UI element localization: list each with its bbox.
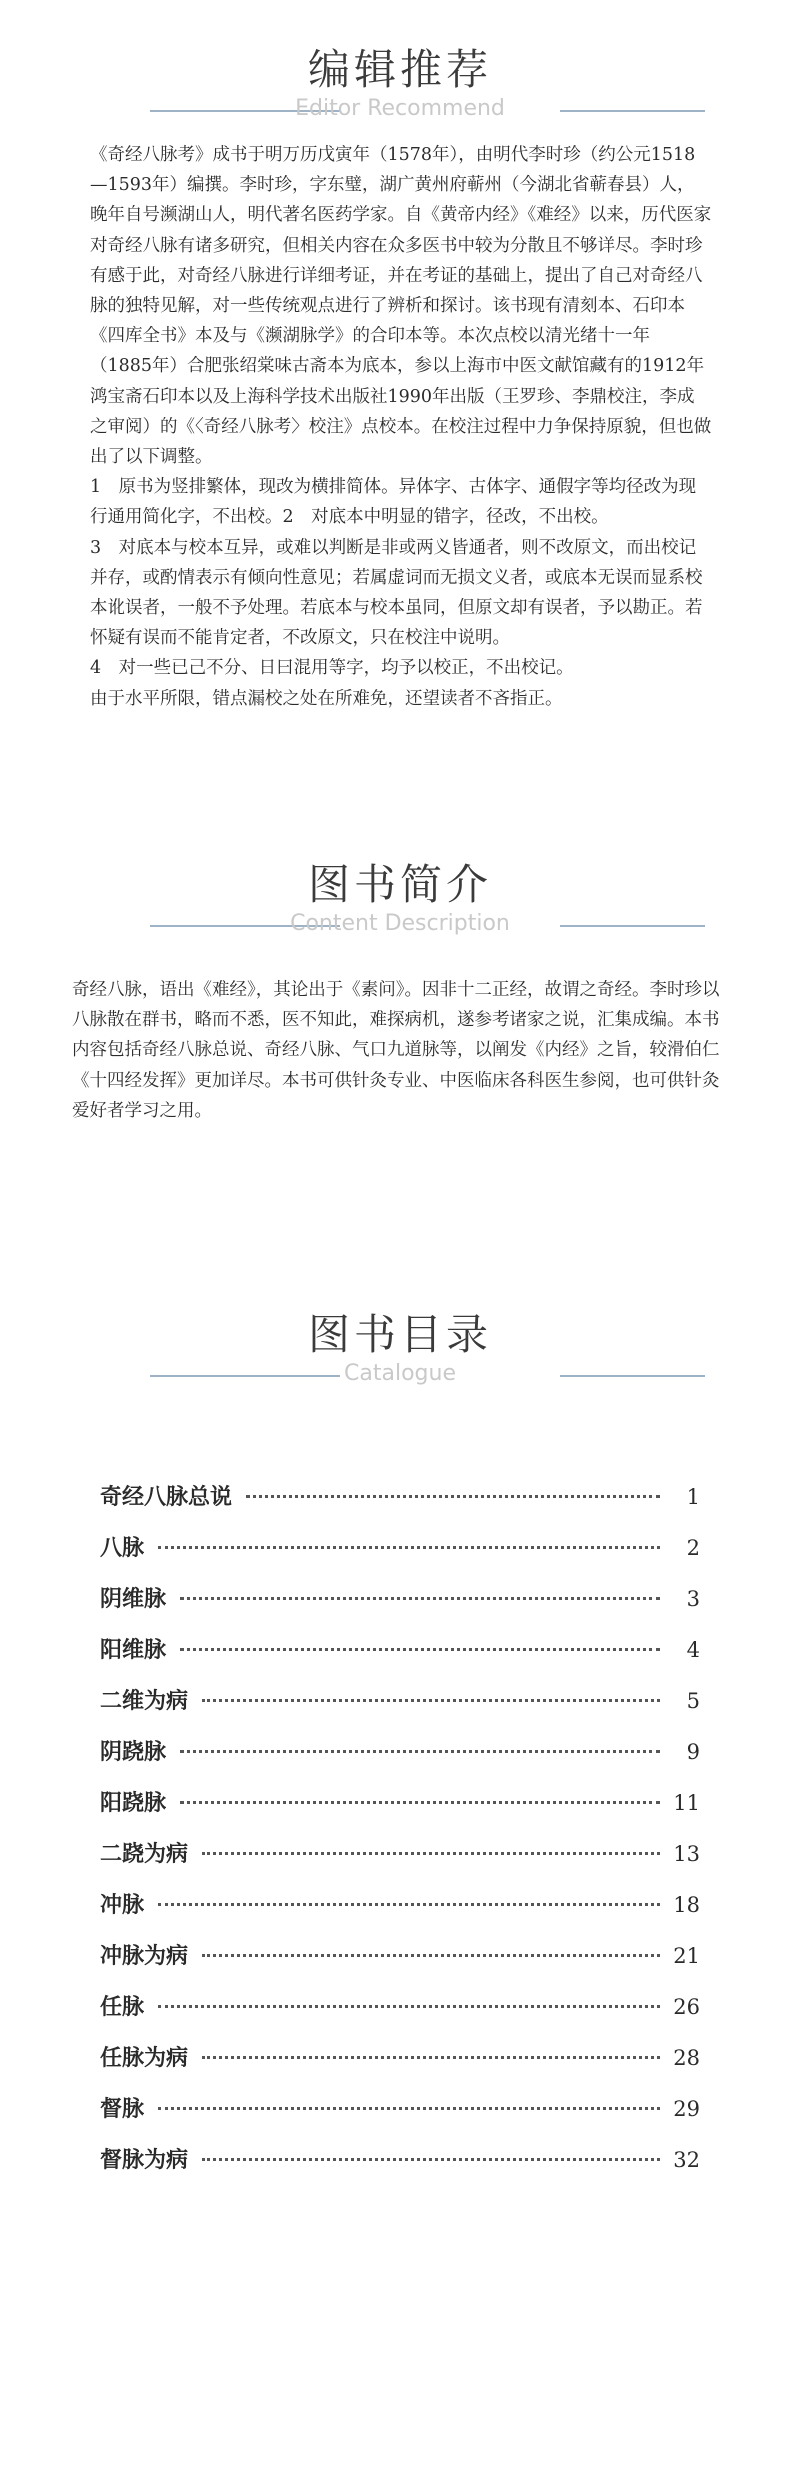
toc-item-page: 5 xyxy=(686,1689,700,1713)
toc-item[interactable] xyxy=(100,1684,700,1735)
content-description-title: 图书简介 xyxy=(307,860,492,909)
toc-item-page: 18 xyxy=(673,1893,700,1917)
toc-leader-dots xyxy=(180,1750,660,1753)
toc-item[interactable] xyxy=(100,1837,700,1888)
content-paragraph: 奇经八脉，语出《难经》，其论出于《素问》。因非十二正经，故谓之奇经。李时珍以八脉散在群书，略而不悉，医不知此，难探病机，遂参考诸家之说，汇集成编。本书内容包括奇经八脉总说、奇经八脉、气口九道脉等，以阐发《内经》之旨，较滑伯仁《十四经发挥》更加详尽。本书可供针灸专业、中医临床各科医生参阅，也可供针灸爱好者学习之用。 xyxy=(72,980,720,1121)
toc-item[interactable] xyxy=(100,2092,700,2143)
toc-item-page: 26 xyxy=(673,1995,700,2019)
toc-item[interactable] xyxy=(100,1633,700,1684)
toc-item-page: 13 xyxy=(673,1842,700,1866)
toc-item[interactable] xyxy=(100,2143,700,2194)
editor-paragraph-closing: 由于水平所限，错点漏校之处在所难免，还望读者不吝指正。 xyxy=(90,688,563,709)
toc-item-page: 1 xyxy=(686,1485,700,1509)
toc-item-label: 督脉为病 xyxy=(100,2147,189,2173)
table-of-contents xyxy=(100,1480,700,2194)
toc-item[interactable] xyxy=(100,1582,700,1633)
content-description-subtitle: Content Description xyxy=(290,911,510,936)
content-description-header xyxy=(0,855,800,965)
toc-item[interactable] xyxy=(100,1990,700,2041)
content-description-text xyxy=(72,975,732,1126)
toc-item-label: 任脉 xyxy=(100,1994,145,2020)
toc-item-page: 2 xyxy=(686,1536,700,1560)
toc-item[interactable] xyxy=(100,2041,700,2092)
editor-paragraph-intro: 《奇经八脉考》成书于明万历戊寅年（1578年），由明代李时珍（约公元1518—1593年）编撰。李时珍，字东璧，湖广黄州府蕲州（今湖北省蕲春县）人，晚年自号濒湖山人，明代著名医药学家。自《黄帝内经》《难经》以来，历代医家对奇经八脉有诸多研究，但相关内容在众多医书中较为分散且不够详尽。李时珍有感于此，对奇经八脉进行详细考证，并在考证的基础上，提出了自己对奇经八脉的独特见解，对一些传统观点进行了辨析和探讨。该书现有清刻本、石印本《四库全书》本及与《濒湖脉学》的合印本等。本次点校以清光绪十一年（1885年）合肥张绍棠味古斋本为底本，参以上海市中医文献馆藏有的1912年鸿宝斋石印本以及上海科学技术出版社1990年出版（王罗珍、李鼎校注，李成之审阅）的《〈奇经八脉考〉校注》点校本。在校注过程中力争保持原貌，但也做出了以下调整。 xyxy=(90,145,712,468)
catalogue-title: 图书目录 xyxy=(307,1310,492,1359)
toc-item-page: 3 xyxy=(686,1587,700,1611)
toc-leader-dots xyxy=(202,1852,660,1855)
toc-item-label: 阳跷脉 xyxy=(100,1790,167,1816)
editor-paragraph-rule-1-2: 1 原书为竖排繁体，现改为横排简体。异体字、古体字、通假字等均径改为现行通用简化字，不出校。2 对底本中明显的错字，径改，不出校。 xyxy=(90,477,697,528)
editor-recommend-subtitle: Editor Recommend xyxy=(295,96,505,121)
editor-recommend-header xyxy=(0,40,800,150)
toc-item-page: 21 xyxy=(673,1944,700,1968)
toc-item-label: 奇经八脉总说 xyxy=(100,1484,233,1510)
toc-item[interactable] xyxy=(100,1939,700,1990)
editor-recommend-title: 编辑推荐 xyxy=(307,45,492,94)
toc-item-label: 冲脉 xyxy=(100,1892,145,1918)
catalogue-subtitle: Catalogue xyxy=(344,1361,456,1386)
toc-leader-dots xyxy=(180,1801,660,1804)
toc-item-label: 二维为病 xyxy=(100,1688,189,1714)
toc-item[interactable] xyxy=(100,1531,700,1582)
toc-item-label: 二跷为病 xyxy=(100,1841,189,1867)
toc-item[interactable] xyxy=(100,1786,700,1837)
toc-item-label: 督脉 xyxy=(100,2096,145,2122)
toc-leader-dots xyxy=(246,1495,660,1498)
toc-leader-dots xyxy=(202,1954,660,1957)
toc-leader-dots xyxy=(180,1597,660,1600)
toc-leader-dots xyxy=(202,1699,660,1702)
toc-item[interactable] xyxy=(100,1480,700,1531)
toc-item-label: 阴跷脉 xyxy=(100,1739,167,1765)
toc-item-label: 冲脉为病 xyxy=(100,1943,189,1969)
toc-item-label: 八脉 xyxy=(100,1535,145,1561)
toc-item-page: 28 xyxy=(673,2046,700,2070)
toc-item-page: 4 xyxy=(686,1638,700,1662)
toc-leader-dots xyxy=(158,1546,660,1549)
toc-leader-dots xyxy=(180,1648,660,1651)
toc-leader-dots xyxy=(158,2107,660,2110)
editor-recommend-text xyxy=(90,140,712,714)
toc-leader-dots xyxy=(158,2005,660,2008)
toc-item-label: 阳维脉 xyxy=(100,1637,167,1663)
toc-item-page: 11 xyxy=(673,1791,700,1815)
toc-leader-dots xyxy=(158,1903,660,1906)
toc-item-label: 阴维脉 xyxy=(100,1586,167,1612)
toc-item-page: 29 xyxy=(673,2097,700,2121)
toc-item[interactable] xyxy=(100,1735,700,1786)
editor-paragraph-rule-4: 4 对一些已己不分、日曰混用等字，均予以校正，不出校记。 xyxy=(90,658,574,679)
toc-item-label: 任脉为病 xyxy=(100,2045,189,2071)
toc-leader-dots xyxy=(202,2158,660,2161)
toc-item-page: 32 xyxy=(673,2148,700,2172)
toc-item-page: 9 xyxy=(686,1740,700,1764)
editor-paragraph-rule-3: 3 对底本与校本互异，或难以判断是非或两义皆通者，则不改原文，而出校记并存，或酌情表示有倾向性意见；若属虚词而无损文义者，或底本无误而显系校本讹误者，一般不予处理。若底本与校本虽同，但原文却有误者，予以勘正。若怀疑有误而不能肯定者，不改原文，只在校注中说明。 xyxy=(90,537,703,649)
catalogue-header xyxy=(0,1305,800,1415)
toc-leader-dots xyxy=(202,2056,660,2059)
toc-item[interactable] xyxy=(100,1888,700,1939)
